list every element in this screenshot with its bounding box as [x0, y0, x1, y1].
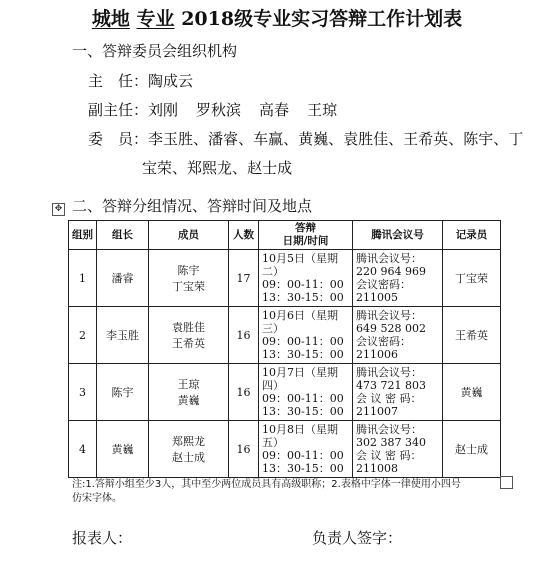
- cell-time: [259, 421, 353, 478]
- section2-heading: 二、答辩分组情况、答辩时间及地点: [72, 197, 313, 215]
- meeting-line: 473 721 803: [356, 379, 426, 392]
- member-name: 袁胜佳: [343, 130, 389, 148]
- footnote-line: 注:1.答辩小组至少3人，其中至少两位成员具有高级职称；2.表格中字体一律使用小四号: [72, 479, 461, 490]
- table-row: [69, 307, 501, 364]
- table-header-row: [69, 221, 501, 250]
- time-line: 09：00-11：00: [262, 449, 344, 462]
- meeting-line: 211007: [356, 405, 398, 418]
- cell-leader: 李玉胜: [97, 307, 149, 364]
- time-line: 10月6日（星期三）: [262, 309, 338, 335]
- header-recorder: 记录员: [443, 221, 501, 250]
- header-time: [259, 221, 353, 250]
- footnote-line: 仿宋字体。: [72, 493, 122, 504]
- cell-meeting: [353, 307, 443, 364]
- cell-count: 16: [229, 421, 259, 478]
- time-line: 10月8日（星期五）: [262, 423, 338, 449]
- cell-group: 2: [69, 307, 97, 364]
- member-name: 陈宇: [177, 264, 200, 277]
- member-name: 陈宇: [463, 130, 494, 148]
- member-name: 王琼: [177, 378, 200, 391]
- cell-meeting: [353, 250, 443, 307]
- cell-members: [149, 307, 229, 364]
- meeting-line: 211008: [356, 462, 398, 475]
- member-name: 丁: [508, 130, 524, 148]
- header-count: 人数: [229, 221, 259, 250]
- member-name: 潘睿: [208, 130, 239, 148]
- cell-time: [259, 364, 353, 421]
- header-group: 组别: [69, 221, 97, 250]
- section1-heading: 一、答辩委员会组织机构: [72, 42, 238, 60]
- member-name: 赵士成: [247, 159, 293, 177]
- meeting-line: 211006: [356, 348, 398, 361]
- cell-members: [149, 364, 229, 421]
- vice-name: 罗秋滨: [196, 101, 242, 119]
- time-line: 13：30-15：00: [262, 462, 344, 475]
- header-meeting: 腾讯会议号: [353, 221, 443, 250]
- cell-count: 17: [229, 250, 259, 307]
- time-line: 13：30-15：00: [262, 348, 344, 361]
- cell-meeting: [353, 421, 443, 478]
- cell-meeting: [353, 364, 443, 421]
- meeting-line: 腾讯会议号：: [356, 423, 422, 436]
- cell-recorder: 赵士成: [443, 421, 501, 478]
- responsible-signature-label: 负责人签字：: [312, 529, 403, 547]
- meeting-line: 腾讯会议号：: [356, 366, 422, 379]
- member-name: 宝荣: [142, 159, 173, 177]
- cell-leader: 潘睿: [97, 250, 149, 307]
- meeting-line: 会议密码：: [356, 278, 411, 291]
- member-name: 黄巍: [298, 130, 329, 148]
- chair-label: 主 任：: [88, 72, 149, 90]
- member-name: 郑熙龙: [172, 435, 205, 448]
- member-name: 郑熙龙: [187, 159, 233, 177]
- meeting-line: 211005: [356, 291, 398, 304]
- time-line: 09：00-11：00: [262, 335, 344, 348]
- page-title: [0, 4, 554, 31]
- member-name: 王希英: [403, 130, 449, 148]
- time-line: 09：00-11：00: [262, 392, 344, 405]
- cell-recorder: 王希英: [443, 307, 501, 364]
- vice-label: 副主任：: [88, 101, 149, 119]
- cell-recorder: 黄巍: [443, 364, 501, 421]
- meeting-line: 302 387 340: [356, 436, 426, 449]
- cell-leader: 黄巍: [97, 421, 149, 478]
- chair-line: [88, 70, 193, 91]
- header-time-line: 答辩: [295, 222, 316, 234]
- table-row: [69, 250, 501, 307]
- vice-name: 刘刚: [148, 101, 179, 119]
- table-row: [69, 421, 501, 478]
- member-name: 赵士成: [172, 451, 205, 464]
- vice-name: 王琼: [307, 101, 338, 119]
- header-members: 成员: [149, 221, 229, 250]
- table-move-handle-icon[interactable]: ✥: [52, 203, 65, 216]
- cell-group: 3: [69, 364, 97, 421]
- meeting-line: 会 议 密 码：: [356, 392, 422, 405]
- member-name: 车赢: [253, 130, 284, 148]
- meeting-line: 会议密码：: [356, 335, 411, 348]
- member-name: 丁宝荣: [172, 280, 205, 293]
- title-main: 2018级专业实习答辩工作计划表: [181, 8, 463, 30]
- title-major-city: 城地: [91, 8, 130, 30]
- member-name: 袁胜佳: [172, 321, 205, 334]
- time-line: 10月5日（星期二）: [262, 252, 338, 278]
- cell-group: 1: [69, 250, 97, 307]
- meeting-line: 649 528 002: [356, 322, 426, 335]
- cell-members: [149, 250, 229, 307]
- member-name: 王希英: [172, 337, 205, 350]
- meeting-line: 220 964 969: [356, 265, 426, 278]
- cell-recorder: 丁宝荣: [443, 250, 501, 307]
- meeting-line: 会 议 密 码：: [356, 449, 422, 462]
- member-line-2: 宝荣、郑熙龙、赵士成: [142, 159, 293, 177]
- vice-name: 高春: [259, 101, 290, 119]
- table-row: [69, 364, 501, 421]
- table-resize-handle[interactable]: [500, 476, 513, 489]
- time-line: 13：30-15：00: [262, 291, 344, 304]
- cell-leader: 陈宇: [97, 364, 149, 421]
- schedule-table: [68, 220, 501, 478]
- cell-members: [149, 421, 229, 478]
- meeting-line: 腾讯会议号：: [356, 252, 422, 265]
- cell-group: 4: [69, 421, 97, 478]
- vice-chair-line: [88, 99, 337, 120]
- time-line: 13：30-15：00: [262, 405, 344, 418]
- cell-count: 16: [229, 307, 259, 364]
- footnote: [72, 478, 461, 506]
- member-name: 黄巍: [177, 394, 200, 407]
- member-line-1: 委 员：李玉胜、潘睿、车赢、黄巍、袁胜佳、王希英、陈宇、丁: [88, 130, 524, 148]
- cell-time: [259, 307, 353, 364]
- time-line: 09：00-11：00: [262, 278, 344, 291]
- member-label: 委 员：: [88, 130, 149, 148]
- title-major: 专业: [136, 8, 175, 30]
- cell-time: [259, 250, 353, 307]
- member-name: 李玉胜: [148, 130, 194, 148]
- chair-name: 陶成云: [148, 72, 194, 90]
- meeting-line: 腾讯会议号：: [356, 309, 422, 322]
- header-leader: 组长: [97, 221, 149, 250]
- time-line: 10月7日（星期四）: [262, 366, 338, 392]
- reporter-label: 报表人：: [72, 529, 133, 547]
- header-time-line: 日期/时间: [282, 235, 329, 247]
- cell-count: 16: [229, 364, 259, 421]
